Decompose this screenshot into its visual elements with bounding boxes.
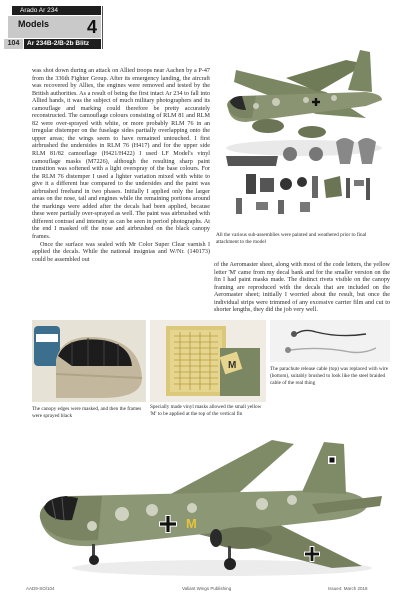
caption-subassemblies: All the various sub-assemblies were painted and weathered prior to final attachment to the model — [216, 232, 367, 245]
page-number: 104 — [4, 39, 23, 49]
footer-issue-ref: AAD9-SO/104 — [26, 586, 55, 591]
parachute-cable-illustration — [270, 320, 390, 362]
photo-subassemblies — [216, 30, 388, 230]
body-column-right: of the Aeromaster sheet, along with most of the code letters, the yellow letter 'M' came from my decal bank and for the smaller version on the fin I had paint masks made. The distinct rivets visible on the canopy framing are reproduced with the decals that are included on the Aeromaster sheet; initially I worried about the result, but once the individual strips were trimmed of any excessive carrier film and cut to shorter lengths, they did the job very well. — [214, 262, 390, 314]
body-column-left — [32, 68, 210, 264]
header-series: Arado Ar 234 — [12, 6, 101, 15]
section-label: Models — [18, 19, 50, 29]
subassemblies-illustration — [216, 30, 388, 230]
canopy-illustration — [32, 320, 146, 402]
footer-date: Issue4: March 2018 — [328, 586, 368, 591]
footer-publisher: Valiant Wings Publishing — [182, 586, 232, 591]
caption-canopy: The canopy edges were masked, and then the frames were sprayed black — [32, 406, 142, 419]
article-title: Ar 234B-2/B-2b Blitz — [24, 39, 101, 49]
header-divider — [102, 6, 103, 49]
body-paragraph: Once the surface was sealed with Mr Color Super Clear varnish I applied the decals. While the national insignias and W/Nr. (140173) could be assembled out — [32, 241, 210, 263]
masks-illustration — [150, 320, 266, 402]
caption-masks: Specially made vinyl masks allowed the small yellow 'M' to be applied at the top of the vertical fin — [150, 404, 262, 417]
photo-canopy — [32, 320, 146, 402]
section-number: 4 — [86, 17, 97, 37]
photo-parachute — [270, 320, 390, 362]
header-section — [8, 16, 101, 38]
photo-completed-model — [32, 434, 390, 582]
caption-parachute: The parachute release cable (top) was replaced with wire (bottom), suitably brushed to look like the steel braided cable of the real thing — [270, 366, 389, 386]
body-paragraph: was shot down during an attack on Allied troops near Aachen by a P-47 from the 336th Fighter Group. After its emergency landing, the aircraft was recovered by Allies, the engines were removed and tested by the British authorities. As a result of being the first intact Ar 234 to fall into Allied hands, it was the subject of much military photographers and its camouflage and marking could therefore be pretty accurately reconstructed. The camouflage colours consisting of RLM 81 and RLM 82 were over-sprayed with white, or more probably RLM 76 in an irregular distemper on the fuselage sides partially overlapping onto the upper areas; the wings seem to have remained untouched. I first airbrushed the undersides in RLM 76 (H417) and for the upper side RLM 81/82 camouflage (H421/H422) I used LF Model's vinyl camouflage masks (M7226), although the resulting sharp paint transition was softened with a light overspray of the base colours. For the RLM 76 distemper I used a lighter variation mixed with white to give it a different hue compared to the undersides and the paint was airbrushed freehand in two phases. Initially I applied only the larger areas on the nose, tail and engines while the remaining portions around the markings were added after the decals had been applied, because these were partially over-sprayed as well. The paint was airbrushed with different contrast and intensity as can be seen in period photographs. At the end I masked off the nose and airbrushed on the black canopy frames. — [32, 68, 210, 241]
fin-letter: M — [228, 360, 237, 371]
completed-model-illustration — [32, 434, 390, 582]
fuselage-code-letter: M — [186, 516, 197, 531]
photo-masks — [150, 320, 266, 402]
